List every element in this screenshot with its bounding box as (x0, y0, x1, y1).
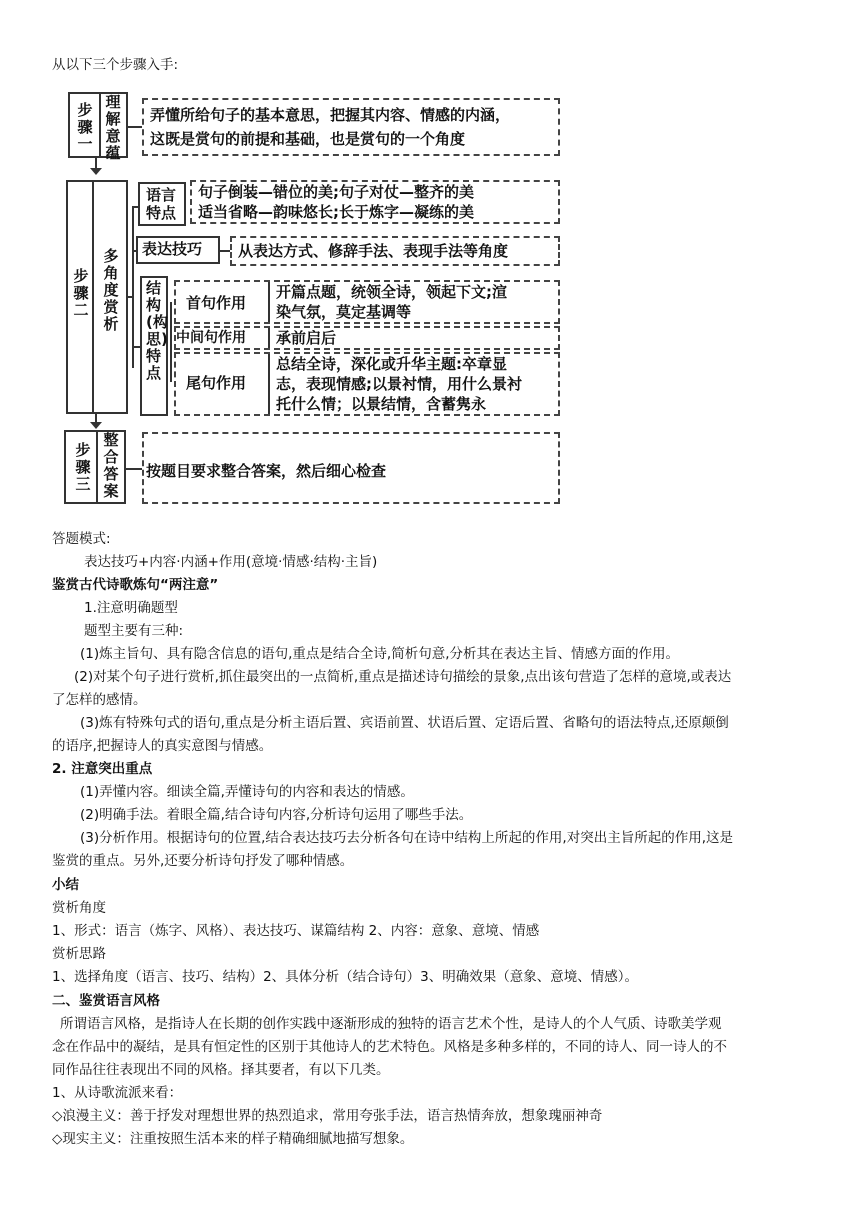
mid-desc: 承前启后 (276, 329, 337, 347)
struct-label: 结构(构思)特点 (146, 279, 168, 382)
answer-mode-formula: 表达技巧+内容·内涵+作用(意境·情感·结构·主旨) (84, 554, 378, 570)
paragraph-line: (2)明确手法。着眼全篇,结合诗句内容,分析诗句运用了哪些手法。 (80, 807, 473, 823)
step1-desc-line2: 这既是赏句的前提和基础，也是赏句的一个角度 (150, 130, 466, 148)
step3-title: 整合答案 (103, 431, 119, 500)
step1-title: 理解意蕴 (105, 93, 121, 162)
last-label: 尾句作用 (186, 374, 247, 392)
lang-label: 语言特点 (146, 186, 177, 222)
paragraph-line: 同作品往往表现出不同的风格。择其要者，有以下几类。 (52, 1062, 390, 1078)
first-label: 首句作用 (186, 294, 247, 312)
paragraph-line: (3)炼有特殊句式的语句,重点是分析主语后置、宾语前置、状语后置、定语后置、省略句的语法特点,还原颠倒 (80, 715, 729, 731)
paragraph-line: ◇浪漫主义：善于抒发对理想世界的热烈追求，常用夸张手法，语言热情奔放，想象瑰丽神奇 (52, 1108, 603, 1124)
paragraph-line: 了怎样的感情。 (52, 692, 147, 708)
last-desc-line3: 托什么情；以景结情，含蓄隽永 (276, 395, 487, 413)
tech-desc: 从表达方式、修辞手法、表现手法等角度 (238, 242, 509, 260)
subheading: 2. 注意突出重点 (52, 761, 153, 777)
paragraph-line: (1)炼主旨句、具有隐含信息的语句,重点是结合全诗,简析句意,分析其在表达主旨、情感方面的作用。 (80, 646, 679, 662)
paragraph-line: (1)弄懂内容。细读全篇,弄懂诗句的内容和表达的情感。 (80, 784, 414, 800)
step1-label: 步骤一 (77, 101, 93, 153)
paragraph-line: 鉴赏的重点。另外,还要分析诗句抒发了哪种情感。 (52, 853, 354, 869)
step1-desc-line1: 弄懂所给句子的基本意思，把握其内容、情感的内涵， (150, 106, 511, 124)
tech-label: 表达技巧 (142, 240, 203, 258)
section-heading-two-notes: 鉴赏古代诗歌炼句“两注意” (52, 577, 219, 593)
paragraph-line: 的语序,把握诗人的真实意图与情感。 (52, 738, 273, 754)
paragraph-line: 题型主要有三种: (84, 623, 184, 639)
paragraph-line: 赏析角度 (52, 900, 106, 916)
first-desc-line1: 开篇点题，统领全诗，领起下文;渲 (276, 283, 508, 301)
paragraph-line: 念在作品中的凝结，是具有恒定性的区别于其他诗人的艺术特色。风格是多种多样的，不同的诗人、同一诗人的不 (52, 1039, 727, 1055)
paragraph-line: 1、选择角度（语言、技巧、结构）2、具体分析（结合诗句）3、明确效果（意象、意境、情感）。 (52, 969, 639, 985)
paragraph-line: 1、形式：语言（炼字、风格）、表达技巧、谋篇结构 2、内容：意象、意境、情感 (52, 923, 540, 939)
paragraph-line: ◇现实主义：注重按照生活本来的样子精确细腻地描写想象。 (52, 1131, 414, 1147)
paragraph-line: 所谓语言风格，是指诗人在长期的创作实践中逐渐形成的独特的语言艺术个性，是诗人的个人气质、诗歌美学观 (60, 1016, 722, 1032)
summary-heading: 小结 (52, 877, 79, 893)
steps-diagram (62, 84, 562, 506)
paragraph-line: (2)对某个句子进行赏析,抓住最突出的一点简析,重点是描述诗句描绘的景象,点出该句营造了怎样的意境,或表达 (74, 669, 732, 685)
paragraph-line: 1、从诗歌流派来看： (52, 1085, 183, 1101)
step2-title: 多角度赏析 (103, 247, 119, 333)
step3-label: 步骤三 (75, 441, 91, 493)
mid-label: 中间句作用 (176, 330, 246, 346)
last-desc-line2: 志，表现情感;以景衬情，用什么景衬 (276, 375, 523, 393)
paragraph-line: 赏析思路 (52, 946, 106, 962)
paragraph-line: (3)分析作用。根据诗句的位置,结合表达技巧去分析各句在诗中结构上所起的作用,对突出主旨所起的作用,这是 (80, 830, 733, 846)
first-desc-line2: 染气氛，莫定基调等 (276, 303, 412, 321)
answer-mode-heading: 答题模式: (52, 531, 111, 547)
step3-desc: 按题目要求整合答案，然后细心检查 (146, 462, 387, 480)
paragraph-line: 1.注意明确题型 (84, 600, 178, 616)
section-heading-language-style: 二、鉴赏语言风格 (52, 993, 160, 1009)
lang-desc-line2: 适当省略—韵味悠长;长于炼字—凝练的美 (198, 203, 475, 221)
last-desc-line1: 总结全诗，深化或升华主题:卒章显 (276, 355, 508, 373)
lang-desc-line1: 句子倒装—错位的美;句子对仗—整齐的美 (198, 183, 475, 201)
intro-text: 从以下三个步骤入手: (52, 57, 179, 73)
step2-label: 步骤二 (73, 267, 89, 319)
